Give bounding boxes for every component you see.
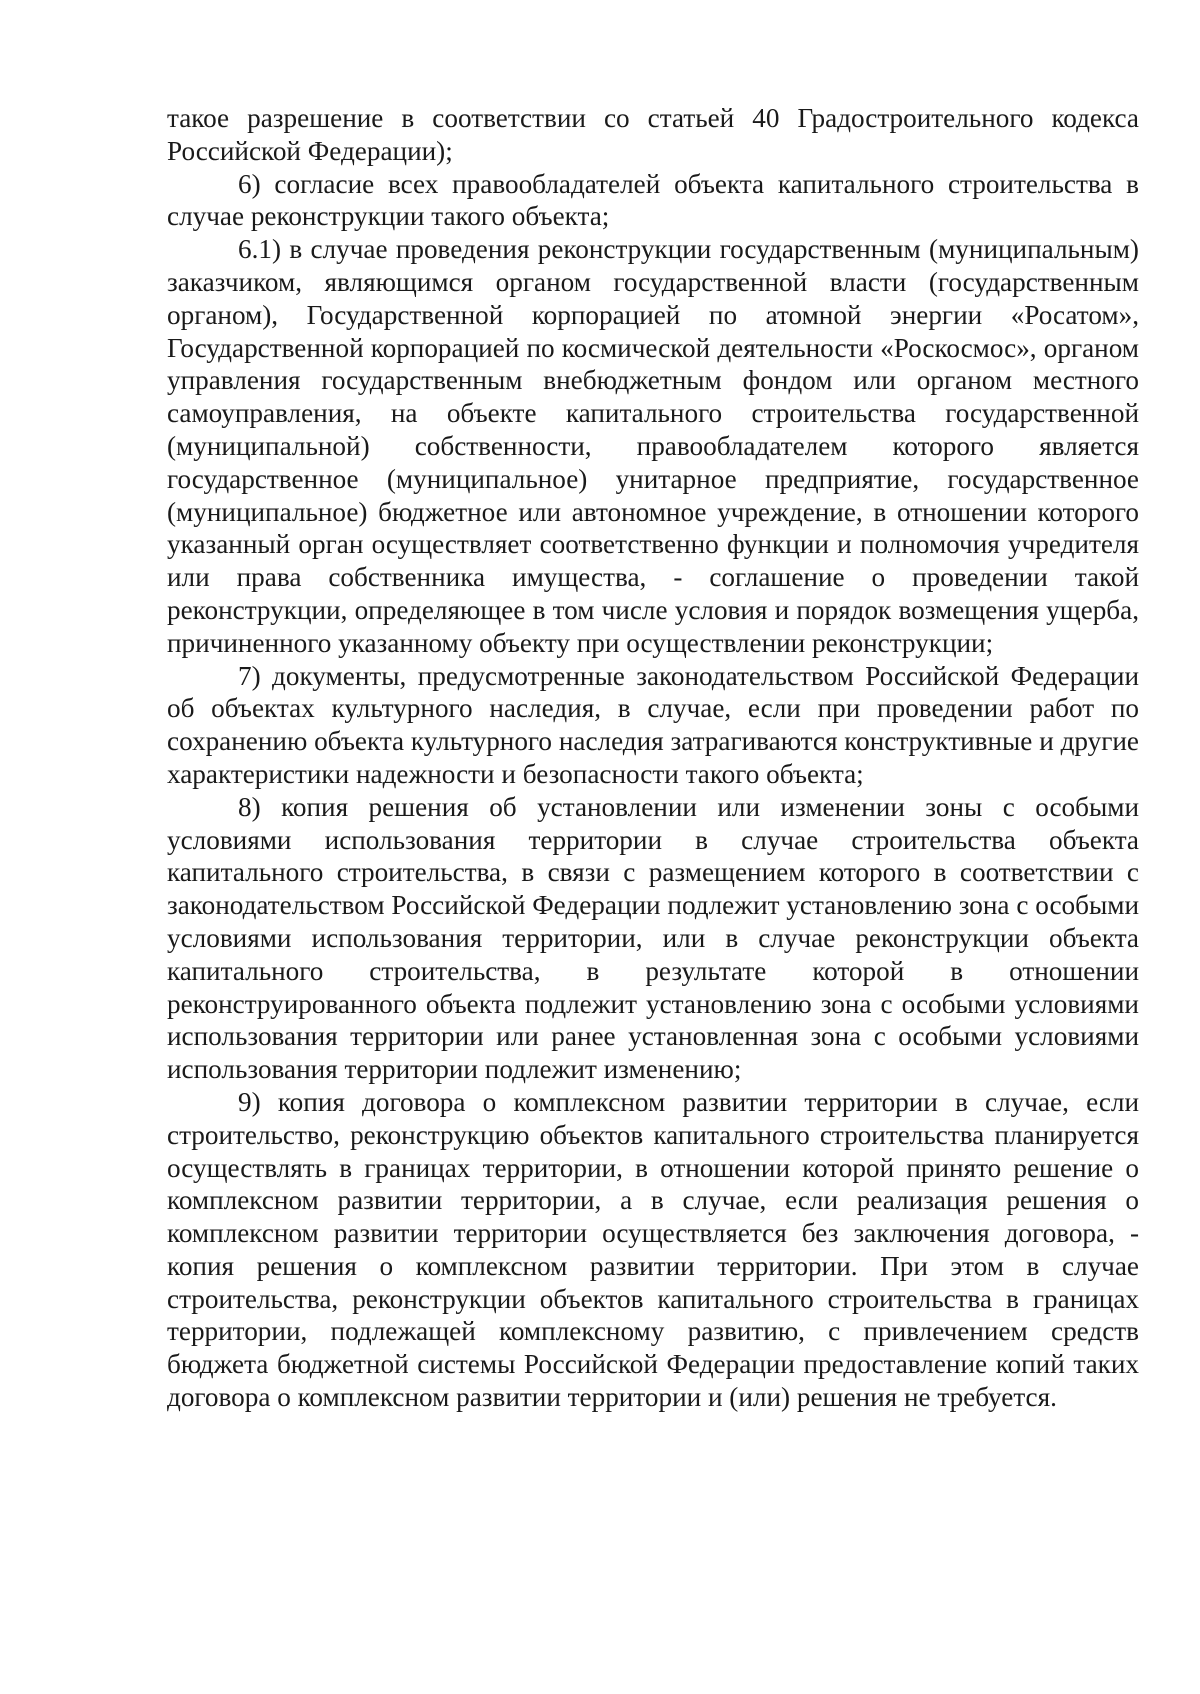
paragraph-item-8: 8) копия решения об установлении или изменении зоны с особыми условиями использования территории в случае строительства объекта капитального строительства, в связи с размещением которого в соответствии с законодательством Российской Федерации подлежит установлению зона с особыми условиями использования территории, или в случае реконструкции объекта капитального строительства, в результате которой в отношении реконструированного объекта подлежит установлению зона с особыми условиями использования территории или ранее установленная зона с особыми условиями использования территории подлежит изменению;	[167, 791, 1139, 1085]
paragraph-item-6-1: 6.1) в случае проведения реконструкции государственным (муниципальным) заказчиком, являющимся органом государственной власти (государственным органом), Государственной корпорацией по атомной энергии «Росатом», Государственной корпорацией по космической деятельности «Роскосмос», органом управления государственным внебюджетным фондом или органом местного самоуправления, на объекте капитального строительства государственной (муниципальной) собственности, правообладателем которого является государственное (муниципальное) унитарное предприятие, государственное (муниципальное) бюджетное или автономное учреждение, в отношении которого указанный орган осуществляет соответственно функции и полномочия учредителя или права собственника имущества, - соглашение о проведении такой реконструкции, определяющее в том числе условия и порядок возмещения ущерба, причиненного указанному объекту при осуществлении реконструкции;	[167, 234, 1139, 658]
paragraph-item-9: 9) копия договора о комплексном развитии территории в случае, если строительство, реконструкцию объектов капитального строительства планируется осуществлять в границах территории, в отношении которой принято решение о комплексном развитии территории, а в случае, если реализация решения о комплексном развитии территории осуществляется без заключения договора, - копия решения о комплексном развитии территории. При этом в случае строительства, реконструкции объектов капитального строительства в границах территории, подлежащей комплексному развитию, с привлечением средств бюджета бюджетной системы Российской Федерации предоставление копий таких договора о комплексном развитии территории и (или) решения не требуется.	[167, 1086, 1139, 1413]
document-body	[167, 102, 1139, 1414]
paragraph-item-7: 7) документы, предусмотренные законодательством Российской Федерации об объектах культурного наследия, в случае, если при проведении работ по сохранению объекта культурного наследия затрагиваются конструктивные и другие характеристики надежности и безопасности такого объекта;	[167, 660, 1139, 789]
paragraph-continuation: такое разрешение в соответствии со статьей 40 Градостроительного кодекса Российской Федерации);	[167, 103, 1139, 166]
paragraph-item-6: 6) согласие всех правообладателей объекта капитального строительства в случае реконструкции такого объекта;	[167, 168, 1139, 232]
